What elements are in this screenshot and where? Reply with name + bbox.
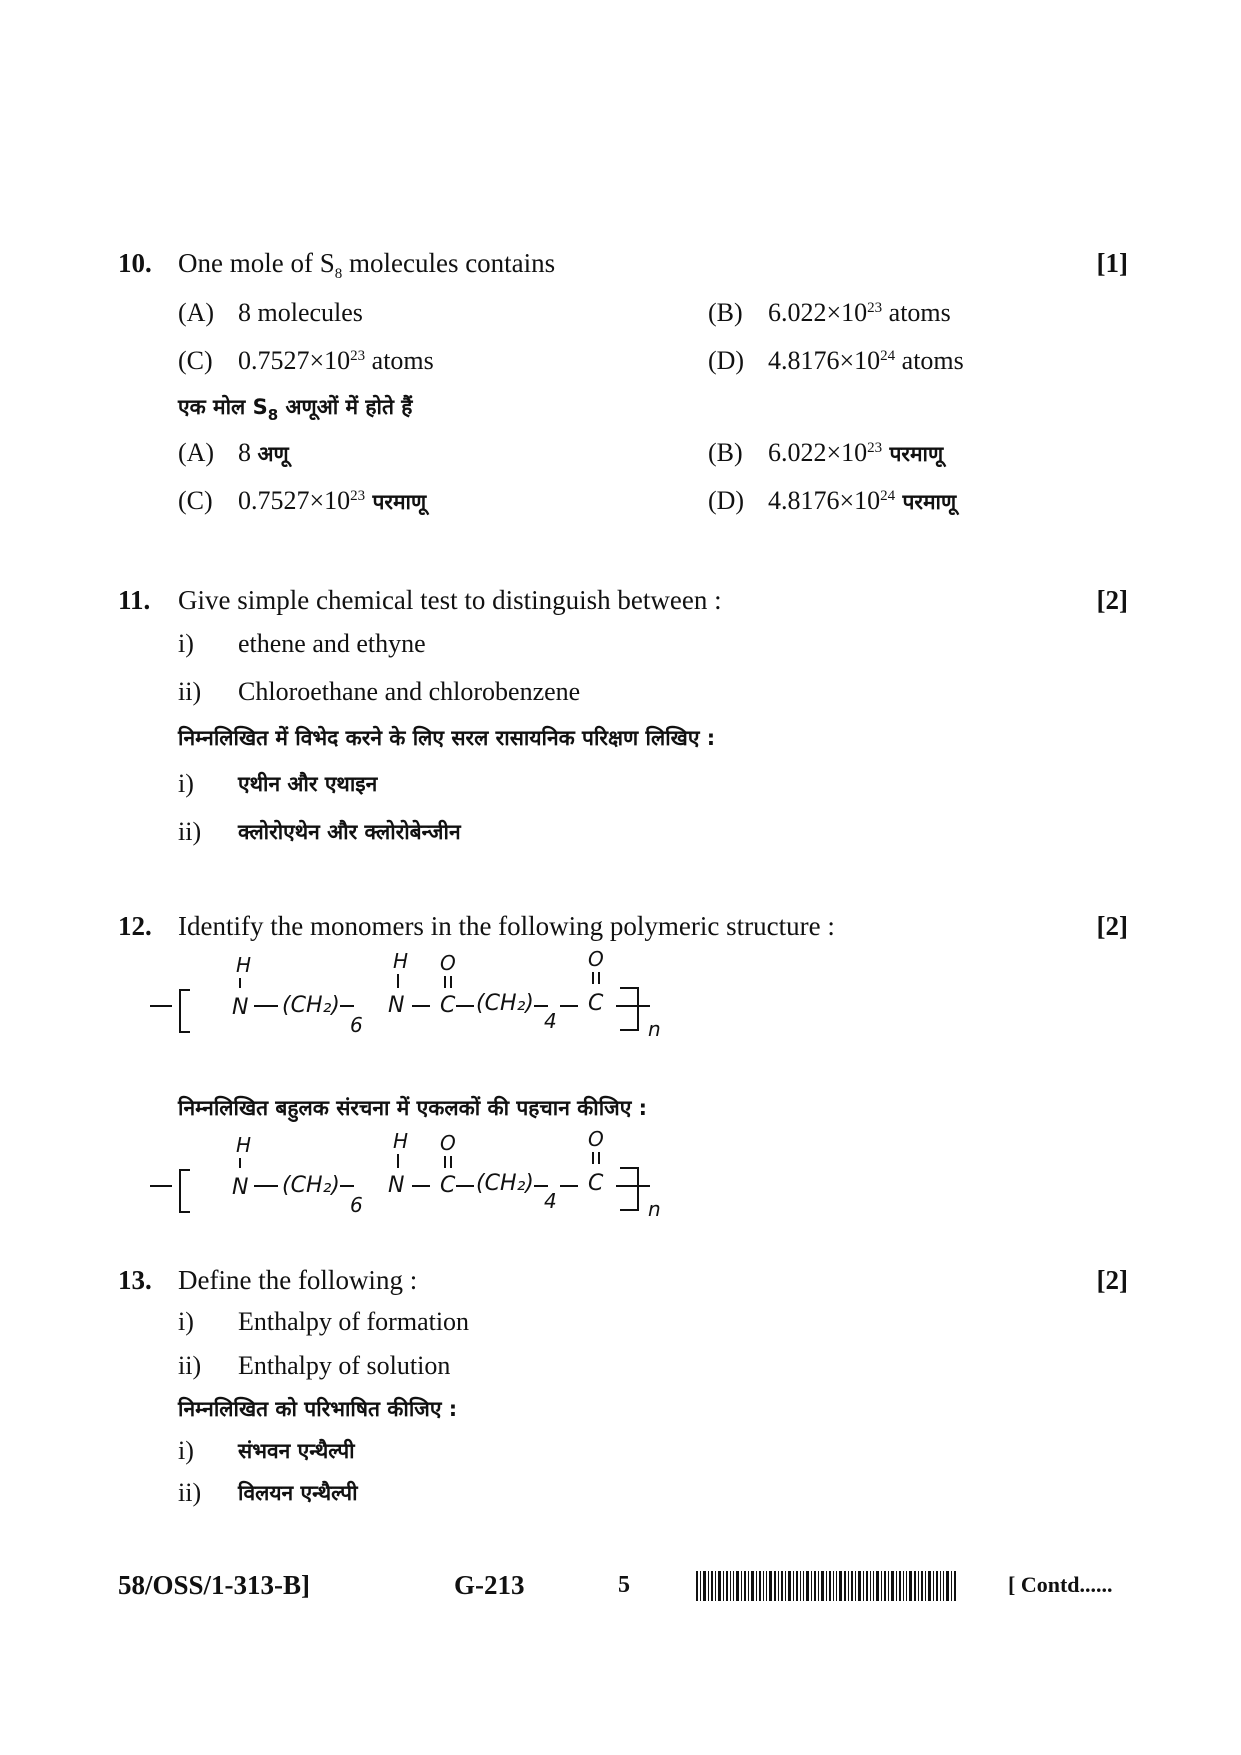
hydrogen-label: H (393, 1129, 409, 1153)
question-text: Define the following : (178, 1265, 418, 1295)
question-11 (118, 580, 1128, 856)
marks: [2] (1096, 585, 1128, 615)
option-c: (C) $0.7527\times 10^{23}$ atoms (178, 346, 434, 375)
carbon-label: C (440, 1173, 456, 1198)
methylene-group-label: (CH₂) (282, 993, 340, 1018)
option-d: (D) $4.8176\times 10^{24}$ atoms (708, 346, 964, 375)
marks: [2] (1096, 911, 1128, 941)
question-text-hindi: निम्नलिखित में विभेद करने के लिए सरल रासायनिक परिक्षण लिखिए : (178, 726, 716, 750)
question-13 (118, 1260, 1128, 1514)
carbon-label: C (440, 993, 456, 1018)
option-b-hindi: (B) $6.022\times 10^{23}$ परमाणू (708, 438, 944, 467)
question-text: Give simple chemical test to distinguish between : (178, 585, 722, 615)
list-item-hindi: ii) विलयन एन्थैल्पी (178, 1478, 358, 1507)
hydrogen-label: H (236, 953, 252, 977)
question-text-hindi: निम्नलिखित बहुलक संरचना में एकलकों की पहचान कीजिए : (178, 1096, 648, 1120)
question-text-hindi: एक मोल $S_8$ अणूओं में होते हैं (178, 395, 413, 424)
continued-label: [ Contd...... (1008, 1572, 1113, 1597)
repeat-unit-n: n (648, 1197, 661, 1221)
methylene-group-label: (CH₂) (476, 1171, 534, 1196)
list-item-hindi: i) एथीन और एथाइन (178, 769, 378, 798)
oxygen-label: O (440, 951, 456, 975)
list-item: i) ethene and ethyne (178, 629, 426, 658)
question-number: 10. (118, 248, 152, 278)
paper-id: G-213 (454, 1570, 525, 1600)
list-item-hindi: ii) क्लोरोएथेन और क्लोरोबेन्जीन (178, 817, 461, 846)
carbon-label: C (588, 991, 604, 1016)
oxygen-label: O (588, 1128, 604, 1151)
polymer-structure-diagram-hindi (150, 1128, 770, 1238)
question-text-hindi: निम्नलिखित को परिभाषित कीजिए : (178, 1397, 458, 1421)
repeat-unit-n: n (648, 1017, 661, 1041)
nitrogen-label: N (232, 1175, 249, 1200)
marks: [2] (1096, 1265, 1128, 1295)
hydrogen-label: H (393, 949, 409, 973)
question-text: Identify the monomers in the following polymeric structure : (178, 911, 835, 941)
subscript-six: 6 (350, 1193, 363, 1217)
paper-code: 58/OSS/1-313-B] (118, 1570, 311, 1600)
option-b: (B) $6.022\times 10^{23}$ atoms (708, 298, 951, 327)
question-text: One mole of $S_8$ molecules contains (178, 248, 556, 282)
nitrogen-label: N (232, 995, 249, 1020)
question-12-hindi (118, 1086, 1128, 1130)
nitrogen-label: N (388, 993, 405, 1018)
question-number: 13. (118, 1265, 152, 1295)
methylene-group-label: (CH₂) (282, 1173, 340, 1198)
list-item-hindi: i) संभवन एन्थैल्पी (178, 1436, 355, 1465)
question-number: 12. (118, 911, 152, 941)
hydrogen-label: H (236, 1133, 252, 1157)
list-item: i) Enthalpy of formation (178, 1307, 470, 1336)
question-10 (118, 243, 1128, 525)
polymer-structure-diagram (150, 948, 770, 1058)
oxygen-label: O (588, 948, 604, 971)
page-footer (118, 1565, 1128, 1605)
subscript-four: 4 (544, 1009, 557, 1033)
subscript-six: 6 (350, 1013, 363, 1037)
question-number: 11. (118, 585, 151, 615)
option-a: (A) 8 molecules (178, 298, 363, 327)
oxygen-label: O (440, 1131, 456, 1155)
barcode (696, 1571, 958, 1601)
subscript-four: 4 (544, 1189, 557, 1213)
marks: [1] (1096, 248, 1128, 278)
option-a-hindi: (A) 8 अणू (178, 438, 289, 467)
option-d-hindi: (D) $4.8176\times 10^{24}$ परमाणू (708, 486, 957, 515)
option-c-hindi: (C) $0.7527\times 10^{23}$ परमाणू (178, 486, 427, 515)
page-number: 5 (618, 1572, 630, 1598)
nitrogen-label: N (388, 1173, 405, 1198)
list-item: ii) Chloroethane and chlorobenzene (178, 677, 581, 706)
carbon-label: C (588, 1171, 604, 1196)
list-item: ii) Enthalpy of solution (178, 1351, 451, 1380)
methylene-group-label: (CH₂) (476, 991, 534, 1016)
question-12 (118, 906, 1128, 946)
